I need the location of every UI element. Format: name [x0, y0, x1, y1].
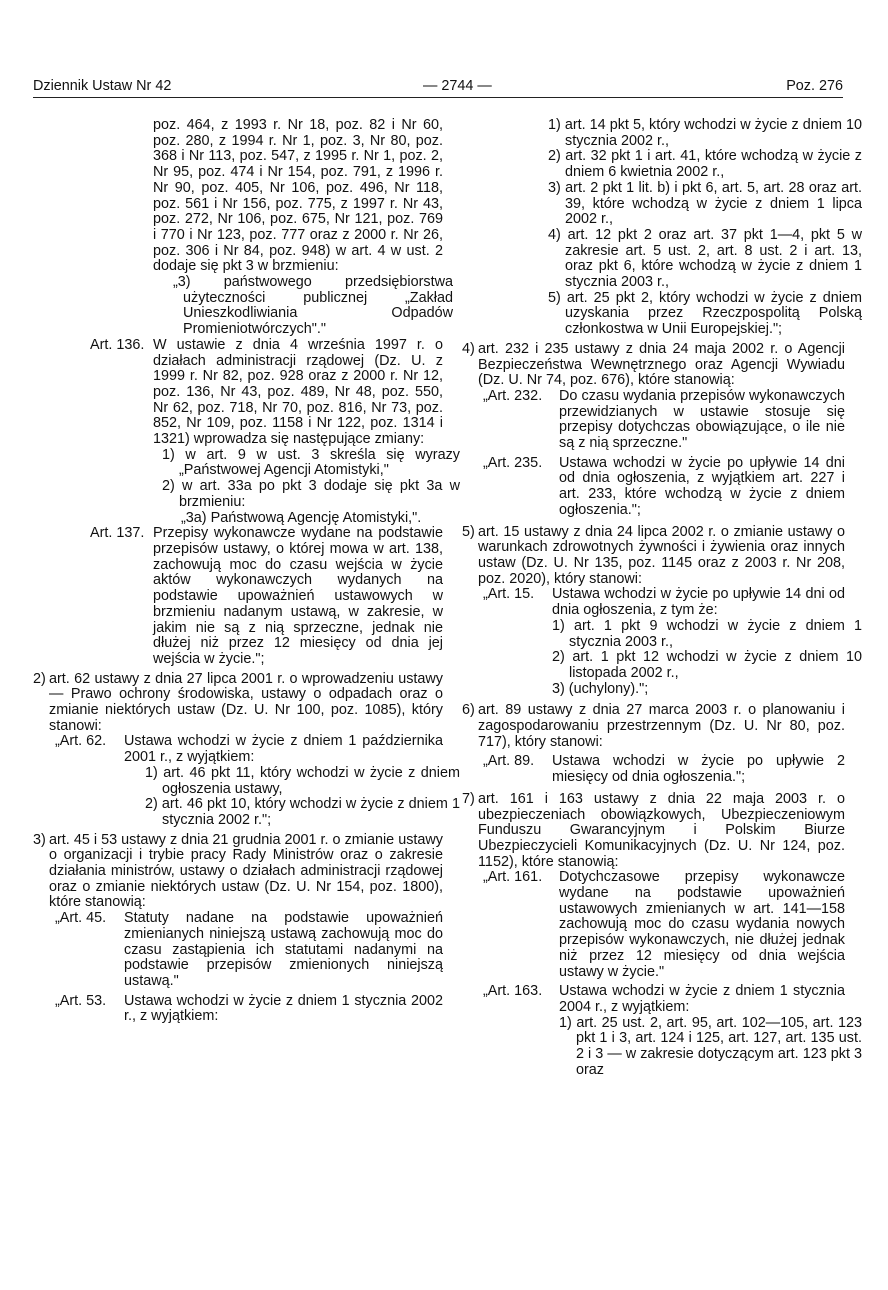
item-2: [33, 672, 443, 735]
art-137: [90, 526, 443, 667]
art-53: [55, 994, 443, 1025]
art-163: [483, 984, 845, 1015]
art-235: [483, 456, 845, 519]
art-62-item-1: 1) art. 46 pkt 11, który wchodzi w życie z dniem ogłoszenia ustawy,: [145, 764, 460, 797]
art-137-label: Art. 137.: [90, 525, 145, 542]
art-136: [90, 338, 443, 448]
art-62-label: „Art. 62.: [55, 733, 107, 750]
art-232: [483, 389, 845, 452]
art-136-text: W ustawie z dnia 4 września 1997 r. o działach administracji rządowej (Dz. U. z 1999 r. Nr 82, poz. 928 oraz z 2000 r. Nr 12, poz. 136, Nr 43, poz. 489, Nr 48, poz. 550, Nr 62, poz. 718, Nr 70, poz. 816, Nr 73, poz. 852, Nr 109, poz. 1158 i Nr 122, poz. 1314 i 1321) wprowadza się następujące zmiany:: [153, 336, 443, 448]
art-62-item-2: 2) art. 46 pkt 10, który wchodzi w życie z dniem 1 stycznia 2002 r.";: [145, 796, 460, 828]
art-89: [483, 754, 845, 785]
art-15-label: „Art. 15.: [483, 586, 535, 603]
art-163-item-1: 1) art. 25 ust. 2, art. 95, art. 102—105, art. 123 pkt 1 i 3, art. 124 i 125, art. 127, art. 135 ust. 2 i 3 — w zakresie dotyczącym art. 123 pkt 3 oraz: [559, 1014, 862, 1078]
intro-paragraph: poz. 464, z 1993 r. Nr 18, poz. 82 i Nr 60, poz. 280, z 1994 r. Nr 1, poz. 3, Nr 80, poz. 368 i Nr 113, poz. 547, z 1995 r. Nr 1, poz. 2, Nr 95, poz. 474 i Nr 154, poz. 791, z 1996 r. Nr 90, poz. 405, Nr 106, poz. 496, Nr 118, poz. 561 i Nr 156, poz. 775, z 1997 r. Nr 43, poz. 272, Nr 106, poz. 675, Nr 121, poz. 769 i 770 i Nr 123, poz. 777 oraz z 2000 r. Nr 26, poz. 306 i Nr 84, poz. 948) w art. 4 w ust. 2 dodaje się pkt 3 w brzmieniu:: [153, 117, 443, 275]
item-5-text: art. 15 ustawy z dnia 24 lipca 2002 r. o zmianie ustawy o warunkach zdrowotnych żywności i żywienia oraz innych ustaw (Dz. U. Nr 135, poz. 1145 oraz z 2003 r. Nr 208, poz. 2020), który stanowi:: [478, 523, 845, 587]
item-3-text: art. 45 i 53 ustawy z dnia 21 grudnia 2001 r. o zmianie ustawy o organizacji i trybie pracy Rady Ministrów oraz o zakresie działania ministrów, ustawy o działach administracji rządowej oraz o zmianie niektórych ustaw (Dz. U. Nr 154, poz. 1800), które stanowią:: [49, 831, 443, 911]
item-6-text: art. 89 ustawy z dnia 27 marca 2003 r. o planowaniu i zagospodarowaniu przestrzennym (Dz. U. Nr 80, poz. 717), który stanowi:: [478, 702, 845, 750]
item-6-label: 6): [462, 702, 475, 719]
art-163-text: Ustawa wchodzi w życie z dniem 1 stycznia 2004 r., z wyjątkiem:: [559, 983, 845, 1015]
art-163-label: „Art. 163.: [483, 983, 543, 1000]
art-161-text: Dotychczasowe przepisy wykonawcze wydane na podstawie upoważnień ustawowych zmienianych w art. 141—158 zachowują moc do czasu wydania nowych przepisów wykonawczych, nie dłużej jednak niż przez 12 miesięcy od dnia wejścia ustawy w życie.": [559, 869, 845, 980]
art-136-item-2-quote: „3a) Państwową Agencję Atomistyki,".: [181, 509, 422, 526]
item-4-text: art. 232 i 235 ustawy z dnia 24 maja 2002 r. o Agencji Bezpieczeństwa Wewnętrznego oraz Agencji Wywiadu (Dz. U. Nr 74, poz. 676), które stanowią:: [478, 340, 845, 389]
item-5-label: 5): [462, 523, 475, 540]
art-232-text: Do czasu wydania przepisów wykonawczych przewidzianych w ustawie stosuje się przepisy dotychczas obowiązujące, o ile nie są z nią sprzeczne.": [559, 387, 845, 452]
art-53-item-2: 2) art. 32 pkt 1 i art. 41, które wchodzą w życie z dniem 6 kwietnia 2002 r.,: [548, 148, 862, 181]
art-89-text: Ustawa wchodzi w życie po upływie 2 miesięcy od dnia ogłoszenia.";: [552, 753, 845, 786]
art-62: [55, 734, 443, 765]
item-4: [462, 342, 845, 389]
art-15-item-3: 3) (uchylony).";: [552, 680, 649, 697]
art-136-label: Art. 136.: [90, 336, 145, 353]
art-235-text: Ustawa wchodzi w życie po upływie 14 dni od dnia ogłoszenia, z wyjątkiem art. 227 i art. 233, które wchodzą w życie z dniem ogłoszenia.";: [559, 454, 845, 518]
art-161: [483, 870, 845, 980]
left-column: [33, 117, 460, 1025]
art-137-text: Przepisy wykonawcze wydane na podstawie przepisów ustawy, o której mowa w art. 138, zachowują moc do czasu wejścia w życie aktów wykonawczych wydanych na podstawie upoważnień ustawowych w brzmieniu nadanym ustawą, w zakresie, w jakim nie są z nią sprzeczne, jednak nie dłużej niż przez 12 miesięcy od dnia jej wejścia w życie.";: [153, 525, 443, 667]
item-2-label: 2): [33, 670, 46, 687]
item-5: [462, 525, 845, 588]
art-136-item-2: 2) w art. 33a po pkt 3 dodaje się pkt 3a w brzmieniu:: [162, 478, 460, 510]
art-45-text: Statuty nadane na podstawie upoważnień zmienianych niniejszą ustawą zachowują moc do czasu zastąpienia ich statutami nadanymi na podstawie przepisów zmienionych niniejszą ustawą.": [124, 910, 443, 989]
page-number: — 2744 —: [423, 78, 492, 94]
art-45-label: „Art. 45.: [55, 910, 107, 927]
item-4-label: 4): [462, 340, 475, 357]
page-header: [33, 78, 843, 96]
art-45: [55, 911, 443, 990]
art-89-label: „Art. 89.: [483, 753, 535, 770]
art-15-item-2: 2) art. 1 pkt 12 wchodzi w życie z dniem 10 listopada 2002 r.,: [552, 649, 862, 681]
position-number: Poz. 276: [786, 78, 843, 94]
art-53-item-1: 1) art. 14 pkt 5, który wchodzi w życie z dniem 10 stycznia 2002 r.,: [548, 117, 862, 149]
item-6: [462, 703, 845, 750]
art-53-item-4: 4) art. 12 pkt 2 oraz art. 37 pkt 1—4, pkt 5 w zakresie art. 5 ust. 2, art. 8 ust. 2 i art. 13, oraz pkt 6, które wchodzą w życie z dniem 1 stycznia 2003 r.,: [548, 226, 862, 291]
intro-quote: „3) państwowego przedsiębiorstwa użyteczności publicznej „Zakład Unieszkodliwiania Odpadów Promieniotwórczych".": [173, 274, 453, 338]
journal-title: Dziennik Ustaw Nr 42: [33, 78, 172, 94]
art-15: [483, 587, 845, 618]
art-235-label: „Art. 235.: [483, 454, 543, 471]
art-161-label: „Art. 161.: [483, 869, 543, 886]
art-232-label: „Art. 232.: [483, 387, 543, 404]
art-15-item-1: 1) art. 1 pkt 9 wchodzi w życie z dniem 1 stycznia 2003 r.,: [552, 617, 862, 650]
item-7-label: 7): [462, 790, 475, 807]
header-rule: [33, 97, 843, 98]
art-53-item-3: 3) art. 2 pkt 1 lit. b) i pkt 6, art. 5, art. 28 oraz art. 39, które wchodzą w życie z dniem 1 lipca 2002 r.,: [548, 179, 862, 228]
right-column: [462, 117, 862, 1078]
item-3: [33, 833, 443, 912]
item-3-label: 3): [33, 831, 46, 848]
item-7: [462, 792, 845, 871]
art-136-item-1: 1) w art. 9 w ust. 3 skreśla się wyrazy „Państwowej Agencji Atomistyki,": [162, 446, 460, 479]
art-53-item-5: 5) art. 25 pkt 2, który wchodzi w życie z dniem uzyskania przez Rzeczpospolitą Polską członkostwa w Unii Europejskiej.";: [548, 289, 862, 338]
art-53-label: „Art. 53.: [55, 992, 107, 1009]
art-62-text: Ustawa wchodzi w życie z dniem 1 października 2001 r., z wyjątkiem:: [124, 733, 443, 766]
art-15-text: Ustawa wchodzi w życie po upływie 14 dni od dnia ogłoszenia, z tym że:: [552, 586, 845, 619]
art-53-text: Ustawa wchodzi w życie z dniem 1 stycznia 2002 r., z wyjątkiem:: [124, 992, 443, 1025]
item-2-text: art. 62 ustawy z dnia 27 lipca 2001 r. o wprowadzeniu ustawy — Prawo ochrony środowiska, ustawy o odpadach oraz o zmianie niektórych ustaw (Dz. U. Nr 100, poz. 1085), który stanowi:: [49, 670, 443, 734]
item-7-text: art. 161 i 163 ustawy z dnia 22 maja 2003 r. o ubezpieczeniach obowiązkowych, Ubezpieczeniowym Funduszu Gwarancyjnym i Polskim Biurze Ubezpieczycieli Komunikacyjnych (Dz. U. Nr 124, poz. 1152), które stanowią:: [478, 790, 845, 870]
